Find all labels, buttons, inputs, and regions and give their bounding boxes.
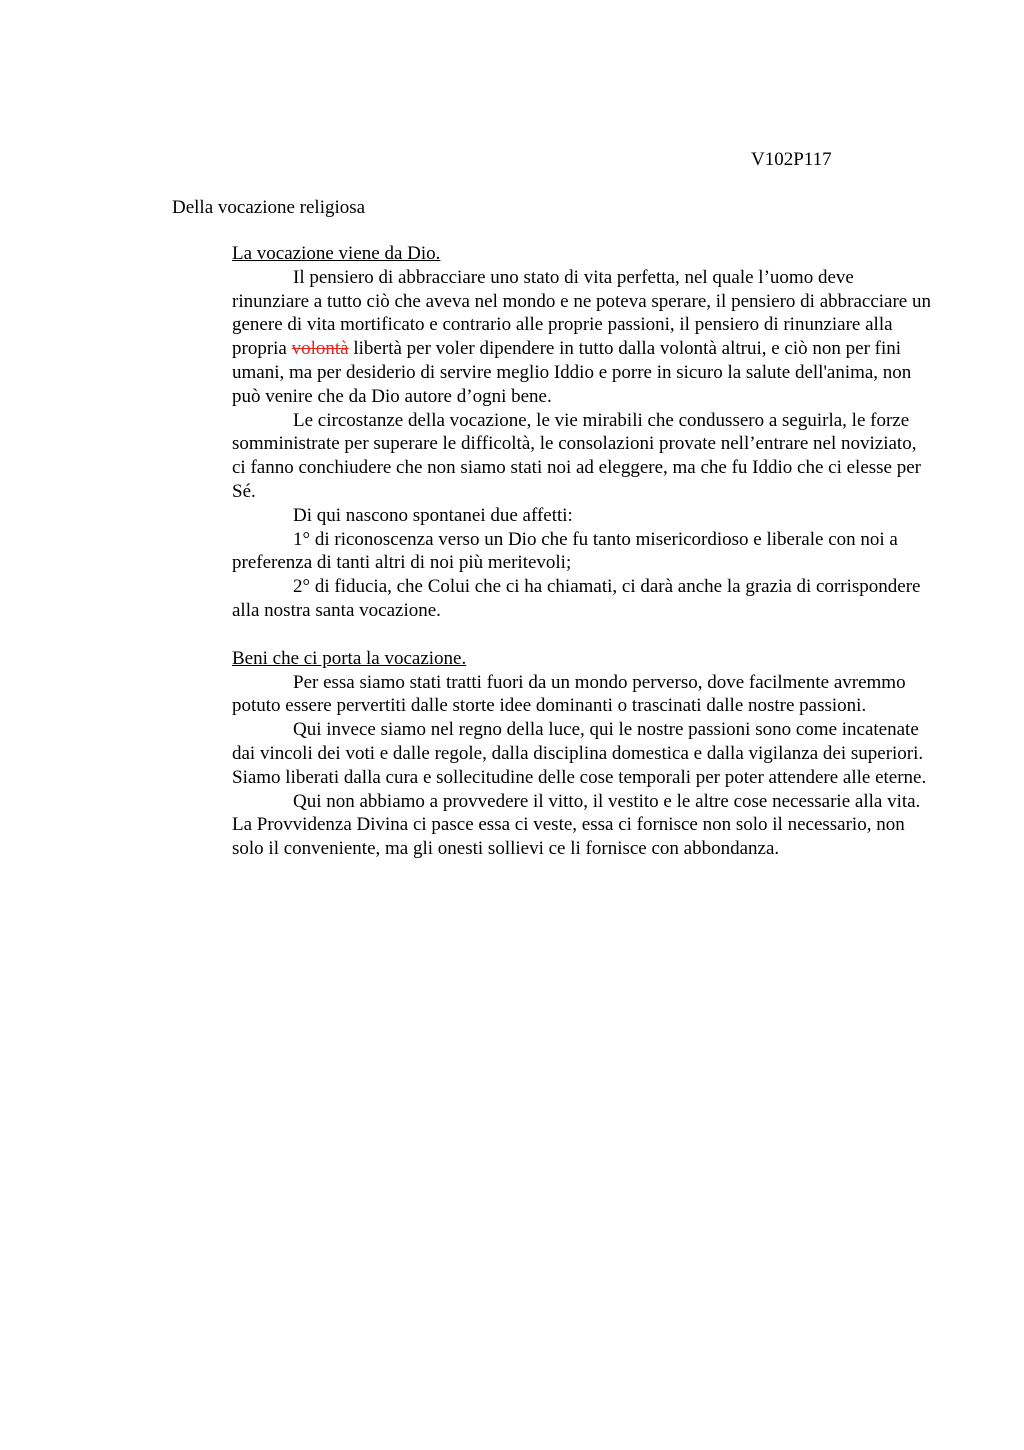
paragraph (232, 266, 932, 409)
document-title: Della vocazione religiosa (172, 197, 366, 218)
section-heading-benefits (232, 647, 932, 671)
section-heading-vocation-from-god (232, 242, 932, 266)
paragraph: Qui invece siamo nel regno della luce, qui le nostre passioni sono come incatenate dai vincoli dei voti e dalle regole, dalla disciplina domestica e dalla vigilanza dei superiori. Siamo liberati dalla cura e sollecitudine delle cose temporali per poter attendere alle eterne. (232, 719, 927, 788)
paragraph: Per essa siamo stati tratti fuori da un mondo perverso, dove facilmente avremmo potuto essere pervertiti dalle storte idee dominanti o trascinati dalle nostre passioni. (232, 671, 906, 717)
struck-through-word: volontà (291, 338, 349, 360)
list-item: 1° di riconoscenza verso un Dio che fu tanto misericordioso e liberale con noi a preferenza di tanti altri di noi più meritevoli; (232, 528, 898, 574)
paragraph: Di qui nascono spontanei due affetti: (293, 504, 573, 526)
paragraph-text: Il pensiero di abbracciare uno stato di vita perfetta, nel quale l’uomo deve rinunziare a tutto ciò che aveva nel mondo e ne poteva sperare, il pensiero di abbracciare un genere di vita mortificato e contrario alle proprie passioni, il pensiero di rinunziare alla propria (232, 266, 931, 360)
list-item: 2° di fiducia, che Colui che ci ha chiamati, ci darà anche la grazia di corrispondere alla nostra santa vocazione. (232, 576, 921, 621)
paragraph: Qui non abbiamo a provvedere il vitto, il vestito e le altre cose necessarie alla vita. La Provvidenza Divina ci pasce essa ci veste, essa ci fornisce non solo il necessario, non solo il conveniente, ma gli onesti sollievi ce li fornisce con abbondanza. (232, 790, 921, 860)
section-spacer (232, 623, 932, 647)
section-heading-text: La vocazione viene da Dio. (232, 243, 441, 264)
document-body (232, 242, 932, 861)
paragraph-text: libertà per voler dipendere in tutto dalla volontà altrui, e ciò non per fini umani, ma per desiderio di servire meglio Iddio e porre in sicuro la salute dell'anima, non può venire che da Dio autore d’ogni bene. (232, 338, 912, 407)
page-identifier: V102P117 (751, 149, 832, 170)
paragraph: Le circostanze della vocazione, le vie mirabili che condussero a seguirla, le forze somministrate per superare le difficoltà, le consolazioni provate nell’entrare nel noviziato, ci fanno conchiudere che non siamo stati noi ad eleggere, ma che fu Iddio che ci elesse per Sé. (232, 409, 921, 502)
section-heading-text: Beni che ci porta la vocazione. (232, 647, 467, 669)
